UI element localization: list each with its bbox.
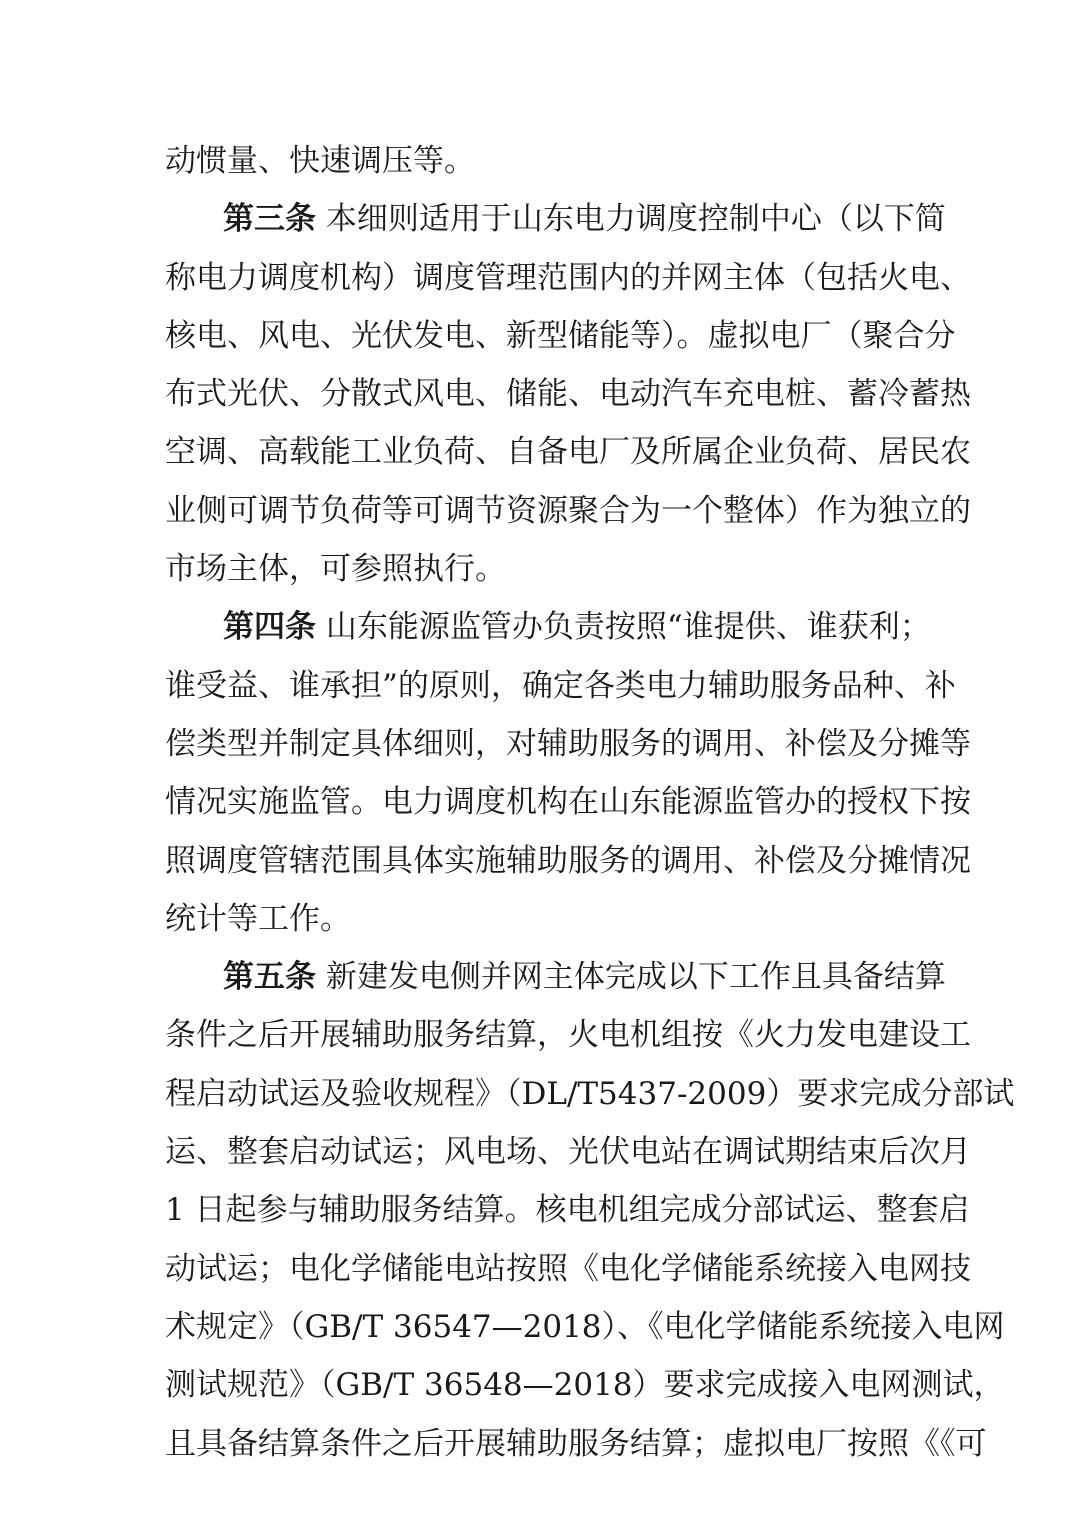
line-text: 情况实施监管。电力调度机构在山东能源监管办的授权下按 [165,784,971,821]
text-line [165,1123,971,1181]
text-line [165,1415,987,1473]
line-text: 谁受益、谁承担”的原则，确定各类电力辅助服务品种、补 [165,667,956,704]
text-line [165,890,917,948]
line-text: 统计等工作。 [165,900,351,937]
article-number: 第四条 [223,609,316,646]
line-text: 且具备结算条件之后开展辅助服务结算；虚拟电厂按照《《可 [165,1425,987,1462]
line-text: 市场主体，可参照执行。 [165,551,506,588]
text-line [165,482,971,540]
text-line [165,657,956,715]
article-number: 第五条 [223,959,316,996]
text-line [165,1356,1005,1414]
text-line [165,832,971,890]
line-text: 核电、风电、光伏发电、新型储能等）。虚拟电厂（聚合分 [165,317,956,354]
text-line [165,307,956,365]
line-text: 1 日起参与辅助服务结算。核电机组完成分部试运、整套启 [165,1192,970,1229]
text-line [165,1065,1015,1123]
text-line [165,1240,971,1298]
line-text: 运、整套启动试运；风电场、光伏电站在调试期结束后次月 [165,1134,971,1171]
text-line [165,132,917,190]
text-line [165,540,917,598]
text-line [165,190,946,248]
line-text: 新建发电侧并网主体完成以下工作且具备结算 [316,959,946,996]
text-line [165,1298,1005,1356]
text-line [165,948,946,1006]
article-number: 第三条 [223,201,316,238]
text-line [165,598,931,656]
line-text: 山东能源监管办负责按照“谁提供、谁获利； [316,609,931,646]
line-text: 动惯量、快速调压等。 [165,143,475,179]
text-line [165,423,971,481]
line-text: 测试规范》（GB/T 36548—2018）要求完成接入电网测试， [165,1367,1005,1404]
line-text: 布式光伏、分散式风电、储能、电动汽车充电桩、蓄冷蓄热 [165,376,971,413]
line-text: 术规定》（GB/T 36547—2018）、《电化学储能系统接入电网 [165,1308,1005,1345]
text-line [165,1006,971,1064]
text-line [165,773,971,831]
text-line [165,1181,970,1239]
text-line [165,365,971,423]
line-text: 程启动试运及验收规程》（DL/T5437-2009）要求完成分部试 [165,1075,1015,1112]
line-text: 空调、高载能工业负荷、自备电厂及所属企业负荷、居民农 [165,434,971,471]
document-body [165,132,1015,1473]
text-line [165,249,971,307]
line-text: 照调度管辖范围具体实施辅助服务的调用、补偿及分摊情况 [165,842,971,879]
line-text: 称电力调度机构）调度管理范围内的并网主体（包括火电、 [165,259,971,296]
line-text: 本细则适用于山东电力调度控制中心（以下简 [316,201,946,238]
text-line [165,715,971,773]
line-text: 业侧可调节负荷等可调节资源聚合为一个整体）作为独立的 [165,492,971,529]
line-text: 条件之后开展辅助服务结算，火电机组按《火力发电建设工 [165,1017,971,1054]
line-text: 偿类型并制定具体细则，对辅助服务的调用、补偿及分摊等 [165,725,971,762]
line-text: 动试运；电化学储能电站按照《电化学储能系统接入电网技 [165,1250,971,1287]
